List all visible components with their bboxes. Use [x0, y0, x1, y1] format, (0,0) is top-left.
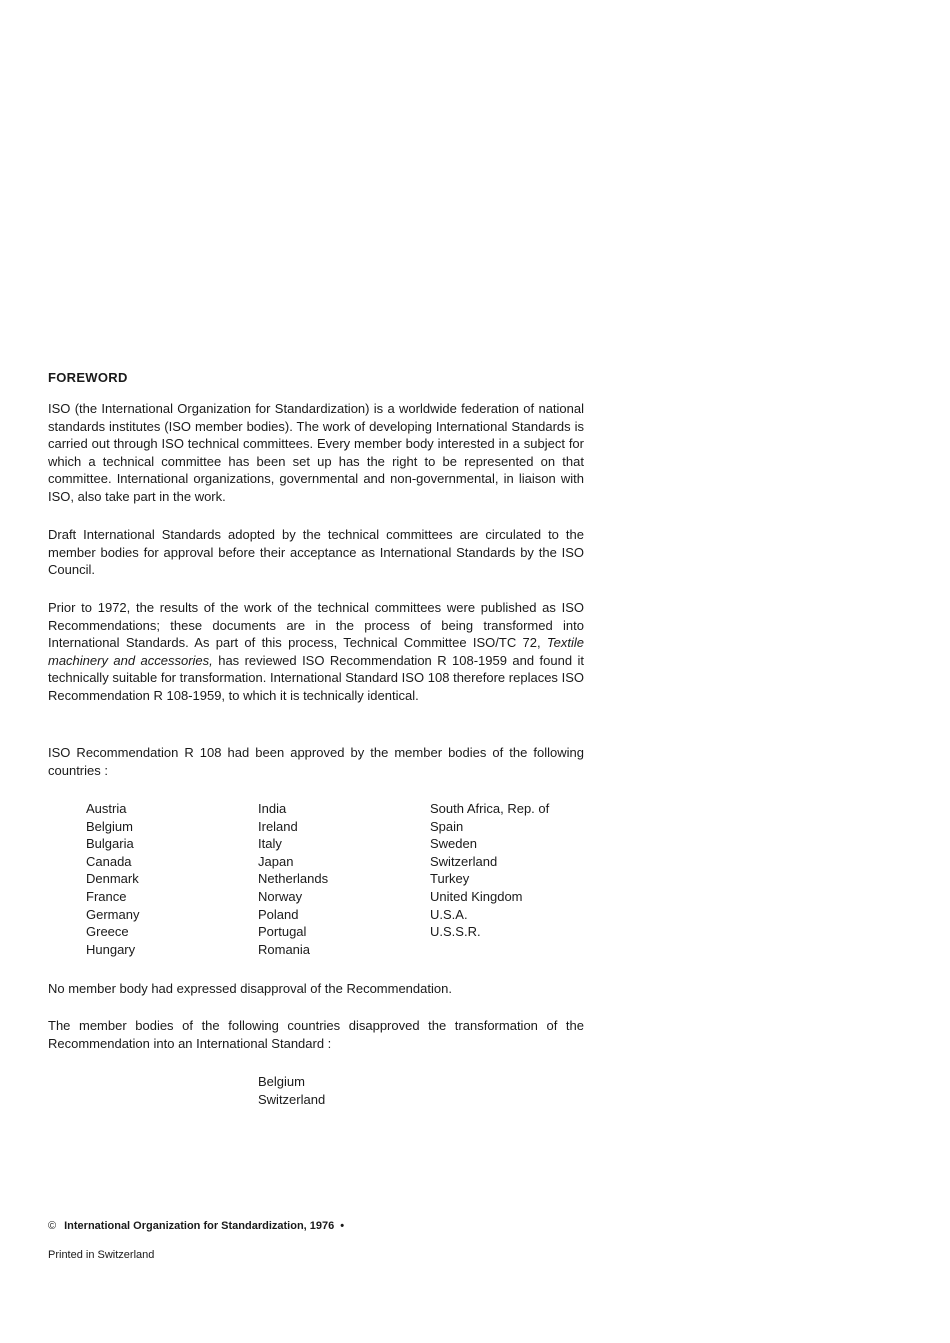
country-name: Sweden	[430, 836, 477, 852]
country-name: Denmark	[86, 871, 139, 887]
country-name: Austria	[86, 801, 127, 816]
foreword-paragraph-approval: ISO Recommendation R 108 had been approved by the member bodies of the following countries :	[48, 745, 584, 778]
country-name: U.S.S.R.	[430, 924, 481, 940]
country-name: Poland	[258, 906, 299, 922]
countries-column-1	[86, 800, 139, 958]
country-name: Romania	[258, 941, 311, 957]
foreword-paragraph-drafts: Draft International Standards adopted by the technical committees are circulated to the member bodies for approval before their acceptance as International Standards by the ISO Council.	[48, 527, 584, 578]
country-name: Ireland	[258, 818, 298, 834]
disapproving-countries-list	[258, 1073, 325, 1108]
country-name: Italy	[258, 836, 282, 852]
committee-title: Textile machinery and accessories,	[48, 635, 584, 668]
country-name: Belgium	[86, 818, 133, 834]
country-name: United Kingdom	[430, 888, 523, 904]
history-text-end: has reviewed ISO Recommendation R 108-1959 and found it technically suitable for transformation. International Standard ISO 108 therefore replaces ISO Recommendation R 108-1959, to which it is technically identical.	[48, 652, 584, 703]
foreword-paragraph-history	[48, 599, 584, 705]
printed-in-line: Printed in Switzerland	[48, 1249, 155, 1261]
country-name: Switzerland	[258, 1091, 326, 1107]
country-name: Japan	[258, 853, 294, 869]
country-name: Switzerland	[430, 853, 498, 869]
country-name: France	[86, 888, 127, 904]
copyright-text: International Organization for Standardization, 1976	[64, 1220, 335, 1232]
history-text-start: Prior to 1972, the results of the work of the technical committees were published as ISO Recommendations; these documents are in the process of being transformed into International Standards. As part of this process, Technical Committee ISO/TC 72,	[48, 600, 584, 651]
approving-countries-list	[86, 800, 606, 962]
country-name: Portugal	[258, 924, 307, 940]
country-name: Germany	[86, 906, 140, 922]
bullet: •	[340, 1220, 345, 1232]
country-name: Greece	[86, 924, 129, 940]
country-name: Turkey	[430, 871, 470, 887]
country-name: U.S.A.	[430, 906, 468, 922]
copyright-line	[48, 1220, 344, 1232]
country-name: Canada	[86, 853, 132, 869]
foreword-heading: FOREWORD	[48, 370, 128, 385]
country-name: Norway	[258, 888, 303, 904]
copyright-symbol: ©	[48, 1220, 57, 1232]
countries-column-3	[430, 800, 549, 941]
country-name: Netherlands	[258, 871, 329, 887]
country-name: India	[258, 801, 287, 816]
foreword-paragraph-iso: ISO (the International Organization for Standardization) is a worldwide federation of national standards institutes (ISO member bodies). The work of developing International Standards is carried out through ISO technical committees. Every member body interested in a subject for which a technical committee has been set up has the right to be represented on that committee. International organizations, governmental and non-governmental, in liaison with ISO, also take part in the work.	[48, 401, 584, 504]
country-name: Spain	[430, 818, 464, 834]
countries-column-2	[258, 800, 328, 958]
foreword-paragraph-no-disapproval: No member body had expressed disapproval of the Recommendation.	[48, 981, 452, 996]
country-name: South Africa, Rep. of	[430, 801, 550, 816]
foreword-paragraph-disapproval: The member bodies of the following countries disapproved the transformation of the Recommendation into an International Standard :	[48, 1018, 584, 1051]
country-name: Belgium	[258, 1074, 305, 1089]
country-name: Bulgaria	[86, 836, 134, 852]
country-name: Hungary	[86, 941, 136, 957]
